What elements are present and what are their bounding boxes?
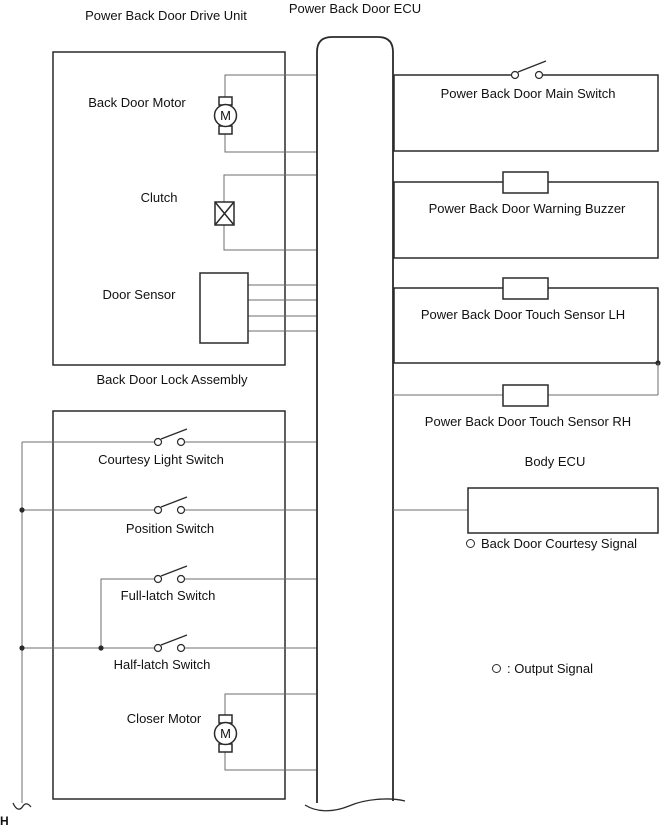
- closer-motor-symbol: [215, 694, 318, 770]
- body-ecu-label: Body ECU: [524, 454, 586, 469]
- main-switch-contact-left-icon: [512, 72, 519, 79]
- main-switch-box: [393, 61, 658, 151]
- left-rail: [13, 442, 31, 809]
- motor-bottom-wire: [225, 134, 317, 152]
- courtesy-signal-label: Back Door Courtesy Signal: [481, 536, 638, 551]
- closer-motor-bottom-wire: [225, 752, 317, 770]
- courtesy-light-switch-label: Courtesy Light Switch: [98, 452, 224, 467]
- main-switch-blade-icon: [518, 61, 546, 72]
- position-contact-right-icon: [178, 507, 185, 514]
- half-latch-switch-symbol: [19, 635, 317, 652]
- warning-buzzer-component-icon: [503, 172, 548, 193]
- courtesy-light-switch-symbol: [22, 429, 317, 446]
- door-sensor-label: Door Sensor: [102, 287, 176, 302]
- door-sensor-symbol: [200, 273, 317, 343]
- clutch-symbol: [215, 175, 317, 250]
- ecu-torn-edge-icon: [305, 799, 405, 811]
- touch-sensor-lh-component-icon: [503, 278, 548, 299]
- warning-buzzer-label: Power Back Door Warning Buzzer: [428, 201, 626, 216]
- ecu-outline: [317, 37, 393, 803]
- motor-letter: M: [220, 108, 231, 123]
- closer-motor-top-wire: [225, 694, 317, 715]
- half-latch-contact-left-icon: [155, 645, 162, 652]
- position-switch-label: Position Switch: [125, 521, 215, 536]
- output-signal-legend-label: : Output Signal: [507, 661, 593, 676]
- output-signal-icon: [466, 539, 475, 548]
- page-marker: H: [0, 814, 9, 828]
- full-latch-contact-right-icon: [178, 576, 185, 583]
- touch-sensor-rh-component-icon: [503, 385, 548, 406]
- courtesy-contact-left-icon: [155, 439, 162, 446]
- back-door-motor-symbol: [215, 75, 318, 152]
- position-switch-blade-icon: [161, 497, 187, 507]
- position-contact-left-icon: [155, 507, 162, 514]
- full-latch-contact-left-icon: [155, 576, 162, 583]
- courtesy-contact-right-icon: [178, 439, 185, 446]
- half-latch-contact-right-icon: [178, 645, 185, 652]
- ecu-title: Power Back Door ECU: [288, 1, 422, 16]
- ecu-box: [305, 37, 405, 811]
- clutch-label: Clutch: [140, 190, 178, 205]
- output-signal-legend: [492, 661, 593, 676]
- closer-motor-label: Closer Motor: [126, 711, 202, 726]
- position-switch-symbol: [19, 497, 317, 514]
- clutch-top-wire: [224, 175, 317, 202]
- touch-sensor-lh-label: Power Back Door Touch Sensor LH: [420, 307, 626, 322]
- closer-motor-letter: M: [220, 726, 231, 741]
- junction-dot: [98, 645, 103, 650]
- main-switch-contact-right-icon: [536, 72, 543, 79]
- full-latch-switch-blade-icon: [161, 566, 187, 576]
- rail-break-icon: [13, 803, 31, 809]
- junction-dot: [19, 507, 24, 512]
- touch-sensor-rh-symbol: [393, 363, 658, 406]
- output-signal-icon: [492, 664, 501, 673]
- motor-top-wire: [225, 75, 317, 97]
- lock-assembly-title: Back Door Lock Assembly: [96, 372, 248, 387]
- half-latch-switch-blade-icon: [161, 635, 187, 645]
- body-ecu-outline: [468, 488, 658, 533]
- door-sensor-box: [200, 273, 248, 343]
- full-latch-switch-label: Full-latch Switch: [120, 588, 216, 603]
- main-switch-label: Power Back Door Main Switch: [440, 86, 616, 101]
- lock-assembly-box: [53, 411, 285, 799]
- half-latch-switch-label: Half-latch Switch: [113, 657, 211, 672]
- touch-sensor-rh-label: Power Back Door Touch Sensor RH: [424, 414, 632, 429]
- body-ecu-box: [393, 488, 658, 533]
- clutch-bottom-wire: [224, 225, 317, 250]
- junction-dot: [19, 645, 24, 650]
- courtesy-signal-row: [466, 536, 637, 551]
- back-door-motor-label: Back Door Motor: [88, 95, 186, 110]
- courtesy-switch-blade-icon: [161, 429, 187, 439]
- drive-unit-title: Power Back Door Drive Unit: [85, 8, 247, 23]
